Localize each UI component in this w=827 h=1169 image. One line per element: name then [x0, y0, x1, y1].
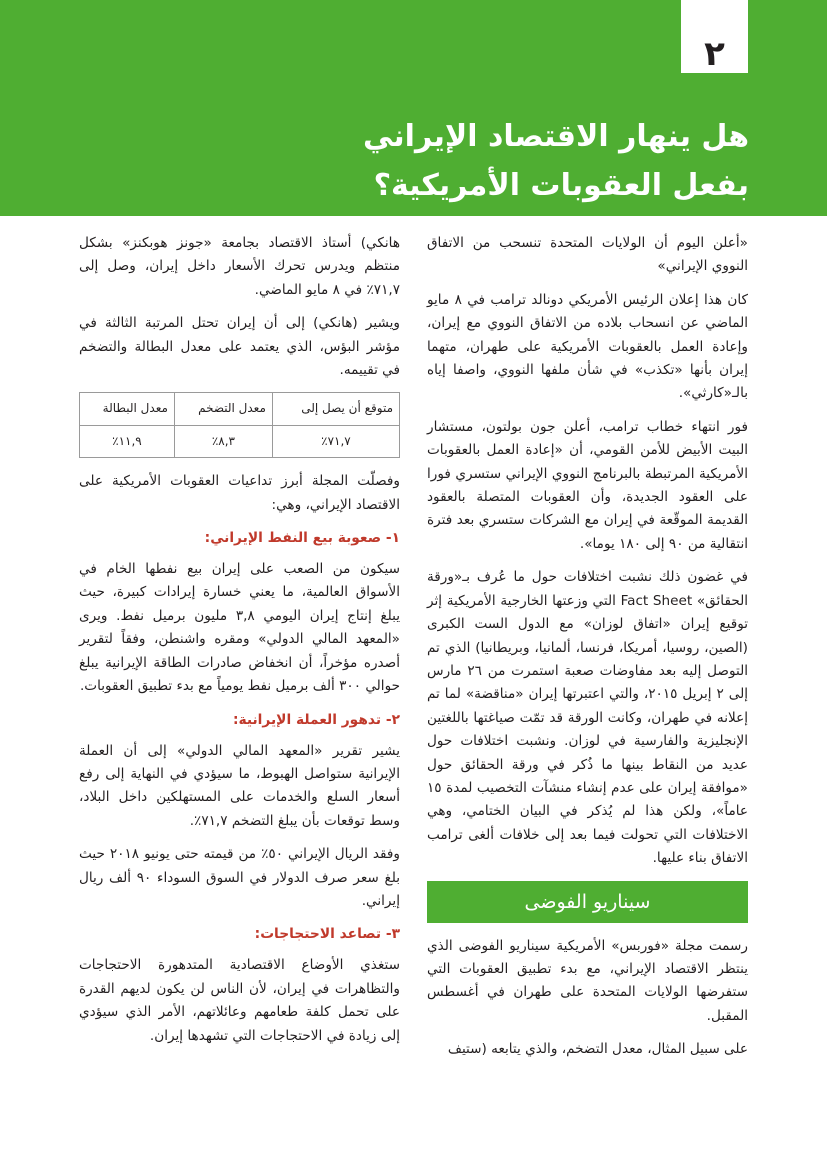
title-banner — [0, 0, 827, 216]
table-cell: ٨,٣٪ — [174, 425, 272, 457]
paragraph: وفقد الريال الإيراني ٥٠٪ من قيمته حتى يونيو ٢٠١٨ حيث بلغ سعر صرف الدولار في السوق السوداء ٩٠ ألف ريال إيراني. — [79, 846, 400, 909]
page-number: ٢ — [704, 34, 725, 74]
section-heading: سيناريو الفوضى — [427, 881, 748, 923]
paragraph: كان هذا إعلان الرئيس الأمريكي دونالد ترامب في ٨ مايو الماضي عن انسحاب بلاده من الاتفاق النووي مع إيران، وإعادة العمل بالعقوبات الأمريكية على طهران، متهما إيران بأنها «تكذب» في شأن ملفها النووي، واصفا إياه بالـ«كارثي». — [427, 291, 748, 402]
paragraph: «أعلن اليوم أن الولايات المتحدة تنسحب من الاتفاق النووي الإيراني» — [427, 235, 748, 275]
table-header-cell: معدل التضخم — [174, 393, 272, 425]
subheading: ٣- تصاعد الاحتجاجات: — [254, 926, 400, 943]
table-row — [80, 425, 400, 457]
paragraph: فور انتهاء خطاب ترامب، أعلن جون بولتون، مستشار البيت الأبيض للأمن القومي، أن «إعادة العمل بالعقوبات الأمريكية المرتبطة بالبرنامج النووي الإيراني ستسري فورا على العقود الجديدة، وأن العقوبات المتصلة بالعقود القديمة الموقّعة في إيران مع الشركات ستسري بعد فترة انتقالية من ٩٠ إلى ١٨٠ يوما». — [427, 418, 748, 552]
table-header-row — [80, 393, 400, 425]
paragraph: يشير تقرير «المعهد المالي الدولي» إلى أن العملة الإيرانية ستواصل الهبوط، ما سيؤدي في النهاية إلى رفع أسعار السلع والخدمات على المستهلكين داخل البلاد، وسط توقعات بأن يبلغ التضخم ٧١,٧٪. — [79, 742, 400, 829]
paragraph: وفصلّت المجلة أبرز تداعيات العقوبات الأمريكية على الاقتصاد الإيراني، وهي: — [79, 473, 400, 513]
table-header-cell: معدل البطالة — [80, 393, 175, 425]
title-line-2: بفعل العقوبات الأمريكية؟ — [373, 168, 749, 203]
paragraph: سيكون من الصعب على إيران بيع نفطها الخام في الأسواق العالمية، ما يعني خسارة إيرادات كبيرة، حيث يبلغ إنتاج إيران اليومي ٣,٨ مليون برميل نفط. ويرى «المعهد المالي الدولي» ومقره واشنطن، وفقاً لتقرير أصدره مؤخراً، أن انخفاض صادرات الطاقة الإيرانية يبلغ حوالي ٣٠٠ ألف برميل نفط يومياً مع بدء تطبيق العقوبات. — [79, 561, 400, 695]
stats-table — [79, 392, 400, 458]
left-column — [79, 232, 400, 1058]
paragraph: ويشير (هانكي) إلى أن إيران تحتل المرتبة الثالثة في مؤشر البؤس، الذي يعتمد على معدل البطالة والتضخم في تقييمه. — [79, 315, 400, 379]
table-cell: ١١,٩٪ — [80, 425, 175, 457]
paragraph: على سبيل المثال، معدل التضخم، والذي يتابعه (ستيف — [447, 1041, 748, 1058]
right-column — [427, 232, 748, 1072]
page-title — [149, 112, 749, 210]
subheading: ١- صعوبة بيع النفط الإيراني: — [204, 530, 400, 547]
paragraph: هانكي) أستاذ الاقتصاد بجامعة «جونز هوبكنز» بشكل منتظم ويدرس تحرك الأسعار داخل إيران، وصل إلى ٧١,٧٪ في ٨ مايو الماضي. — [79, 235, 400, 298]
page-number-box — [681, 0, 748, 73]
table-cell: ٧١,٧٪ — [272, 425, 399, 457]
paragraph: رسمت مجلة «فوربس» الأمريكية سيناريو الفوضى الذي ينتظر الاقتصاد الإيراني، مع بدء تطبيق العقوبات التي ستفرضها الولايات المتحدة على طهران في أغسطس المقبل. — [427, 937, 748, 1024]
table-header-cell: متوقع أن يصل إلى — [272, 393, 399, 425]
paragraph: ستغذي الأوضاع الاقتصادية المتدهورة الاحتجاجات والتظاهرات في إيران، لأن الناس لن يكون لديهم القدرة على تحمل كلفة طعامهم وعائلاتهم، الأمر الذي سيؤدي إلى زيادة في الاحتجاجات التي تشهدها إيران. — [79, 957, 400, 1044]
subheading: ٢- تدهور العملة الإيرانية: — [232, 711, 400, 728]
title-line-1: هل ينهار الاقتصاد الإيراني — [363, 119, 749, 154]
paragraph: في غضون ذلك نشبت اختلافات حول ما عُرف بـ«ورقة الحقائق» Fact Sheet التي وزعتها الخارجية الأمريكية إثر توقيع إيران «اتفاق لوزان» مع الدول الست الكبرى (الصين، روسيا، أمريكا، فرنسا، ألمانيا، وبريطانيا) الذي تم التوصل إليه بعد مفاوضات صعبة استمرت من ٢٦ مارس إلى ٢ إبريل ٢٠١٥، والتي اعتبرتها إيران «مناقضة» لما تم إعلانه في طهران، وكانت الورقة قد تمّت صياغتها باللغتين الإنجليزية والفارسية في لوزان. ونشبت اختلافات حول عديد من النقاط بينها ما ذُكر في ورقة الحقائق حول «موافقة إيران على عدم إنشاء منشآت التخصيب لمدة ١٥ عاماً»، ولكن هذا لم يُذكر في البيان الختامي، وهي الاختلافات التي تحولت فيما بعد إلى خلافات ألغى ترامب الاتفاق بناء عليها. — [427, 569, 749, 867]
